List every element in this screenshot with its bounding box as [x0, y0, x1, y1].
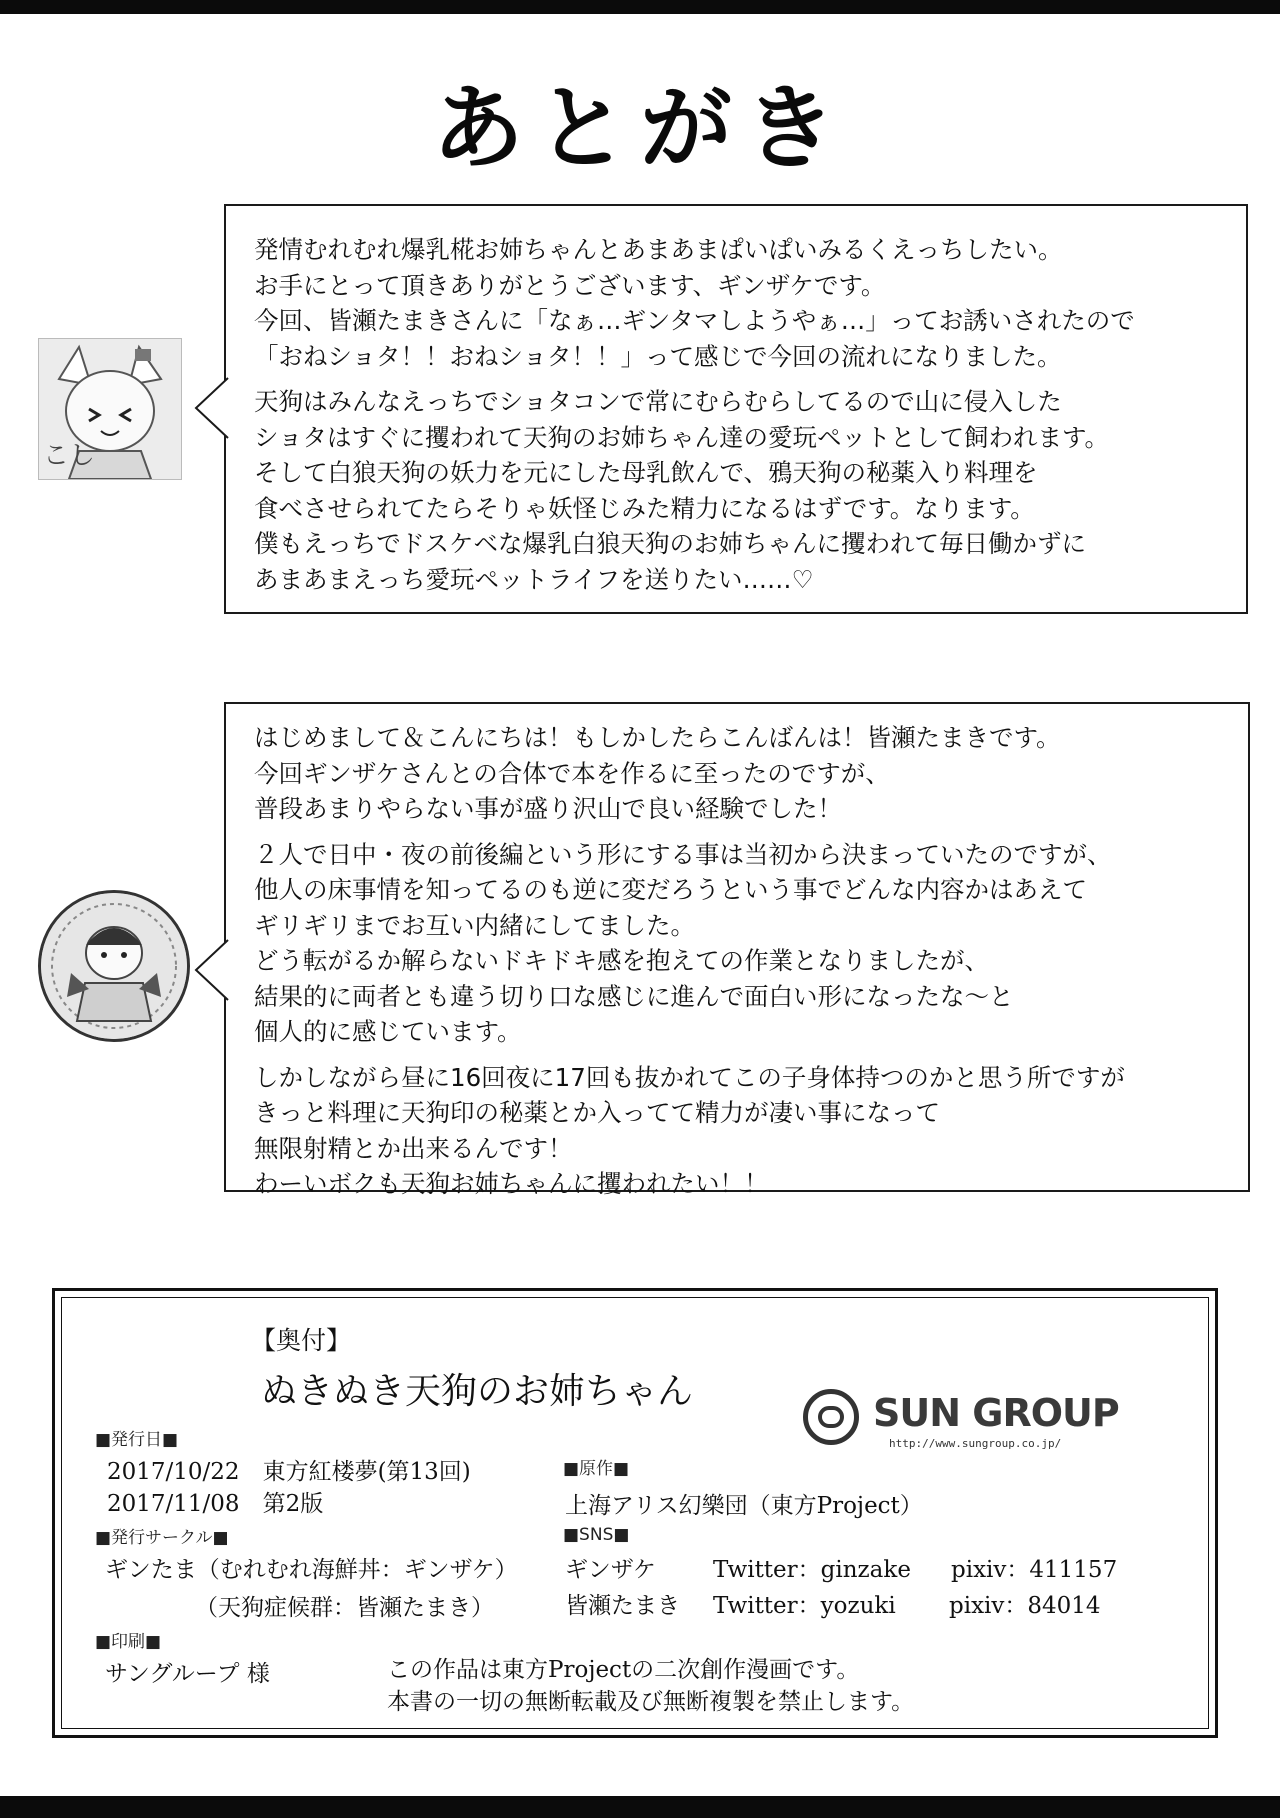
sun-group-logo-icon — [803, 1389, 859, 1445]
afterword-line: 今回、皆瀬たまきさんに「なぁ…ギンタマしようやぁ…」ってお誘いされたので — [254, 306, 1135, 335]
afterword-line: お手にとって頂きありがとうございます、ギンザケです。 — [254, 270, 886, 300]
top-scan-edge — [0, 0, 1280, 14]
afterword-paragraph — [254, 720, 1224, 827]
afterword-line: 食べさせられてたらそりゃ妖怪じみた精力になるはずです。なります。 — [254, 493, 1035, 523]
afterword-line: あまあまえっち愛玩ペットライフを送りたい……♡ — [254, 564, 814, 594]
circle-label: ■発行サークル■ — [95, 1528, 229, 1548]
afterword-line: 今回ギンザケさんとの合体で本を作るに至ったのですが、 — [254, 758, 890, 788]
printer-logo-url: http://www.sungroup.co.jp/ — [889, 1437, 1062, 1450]
page-title: あとがき — [431, 74, 848, 182]
book-title: ぬきぬき天狗のお姉ちゃん — [261, 1371, 694, 1412]
afterword-line: 他人の床事情を知ってるのも逆に変だろうという事でどんな内容かはあえて — [254, 875, 1087, 904]
afterword-line: 天狗はみんなえっちでショタコンで常にむらむらしてるので山に侵入した — [254, 387, 1062, 416]
author-avatar-minase-tamaki — [38, 890, 190, 1042]
sns-label: ■SNS■ — [563, 1525, 630, 1545]
sns-twitter-handle: Twitter：ginzake — [713, 1557, 911, 1583]
issue-date-line: 2017/11/08 第2版 — [107, 1491, 324, 1517]
issue-date-line: 2017/10/22 東方紅楼夢(第13回) — [107, 1459, 471, 1485]
circle-line: （天狗症候群：皆瀬たまき） — [195, 1595, 494, 1621]
afterword-line: わーいボクも天狗お姉ちゃんに攫われたい！！ — [254, 1169, 769, 1198]
afterword-line: ギリギリまでお互い内緒にしてました。 — [254, 910, 695, 940]
afterword-line: 普段あまりやらない事が盛り沢山で良い経験でした！ — [254, 794, 842, 823]
afterword-paragraph — [254, 232, 1222, 374]
afterword-line: 発情むれむれ爆乳椛お姉ちゃんとあまあまぱいぱいみるくえっちしたい。 — [254, 235, 1063, 264]
copyright-notice-line: この作品は東方Projectの二次創作漫画です。 — [387, 1657, 860, 1683]
afterword-line: 「おねショタ！！おねショタ！！」って感じで今回の流れになりました。 — [254, 341, 1062, 371]
original-work: 上海アリス幻樂団（東方Project） — [565, 1493, 923, 1519]
sns-author-name: 皆瀬たまき — [565, 1593, 680, 1619]
afterword-line: どう転がるか解らないドキドキ感を抱えての作業となりましたが、 — [254, 946, 989, 975]
author-avatar-ginzake — [38, 338, 182, 480]
afterword-line: 無限射精とか出来るんです！ — [254, 1133, 573, 1163]
sns-pixiv-id: pixiv：84014 — [949, 1593, 1101, 1619]
afterword-bubble-ginzake — [224, 204, 1248, 614]
colophon-box — [52, 1288, 1218, 1738]
afterword-line: はじめまして＆こんにちは！もしかしたらこんばんは！皆瀬たまきです。 — [254, 723, 1061, 752]
copyright-notice-line: 本書の一切の無断転載及び無断複製を禁止します。 — [387, 1689, 915, 1715]
afterword-line: しかしながら昼に16回夜に17回も抜かれてこの子身体持つのかと思う所ですが — [254, 1062, 1125, 1092]
printer-logo-name: SUN GROUP — [873, 1391, 1119, 1435]
afterword-line: ショタはすぐに攫われて天狗のお姉ちゃん達の愛玩ペットとして飼われます。 — [254, 422, 1110, 452]
speech-bubble-tail — [196, 940, 226, 1000]
sns-author-name: ギンザケ — [565, 1557, 656, 1583]
afterword-line: ２人で日中・夜の前後編という形にする事は当初から決まっていたのですが、 — [254, 839, 1112, 869]
afterword-line: 個人的に感じています。 — [254, 1017, 522, 1046]
original-work-label: ■原作■ — [563, 1459, 630, 1479]
afterword-paragraph — [254, 384, 1222, 597]
afterword-bubble-minase-tamaki — [224, 702, 1250, 1198]
afterword-paragraph — [254, 837, 1224, 1050]
issue-date-label: ■発行日■ — [95, 1430, 179, 1450]
afterword-line: 結果的に両者とも違う切り口な感じに進んで面白い形になったな～と — [254, 981, 1014, 1011]
afterword-line: 僕もえっちでドスケベな爆乳白狼天狗のお姉ちゃんに攫われて毎日働かずに — [254, 529, 1087, 558]
printing-label: ■印刷■ — [95, 1632, 162, 1652]
sns-pixiv-id: pixiv：411157 — [951, 1557, 1118, 1583]
sns-twitter-handle: Twitter：yozuki — [713, 1593, 896, 1619]
printing-company: サングループ 様 — [105, 1661, 270, 1687]
colophon-heading: 【奥付】 — [251, 1326, 352, 1355]
afterword-line: きっと料理に天狗印の秘薬とか入ってて精力が凄い事になって — [254, 1098, 940, 1127]
bottom-scan-edge — [0, 1796, 1280, 1818]
circle-line: ギンたま（むれむれ海鮮丼：ギンザケ） — [105, 1557, 518, 1583]
afterword-line: そして白狼天狗の妖力を元にした母乳飲んで、鴉天狗の秘薬入り料理を — [254, 458, 1038, 487]
speech-bubble-tail — [196, 378, 226, 438]
avatar-caption: こし — [43, 441, 96, 471]
afterword-paragraph — [254, 1060, 1224, 1202]
